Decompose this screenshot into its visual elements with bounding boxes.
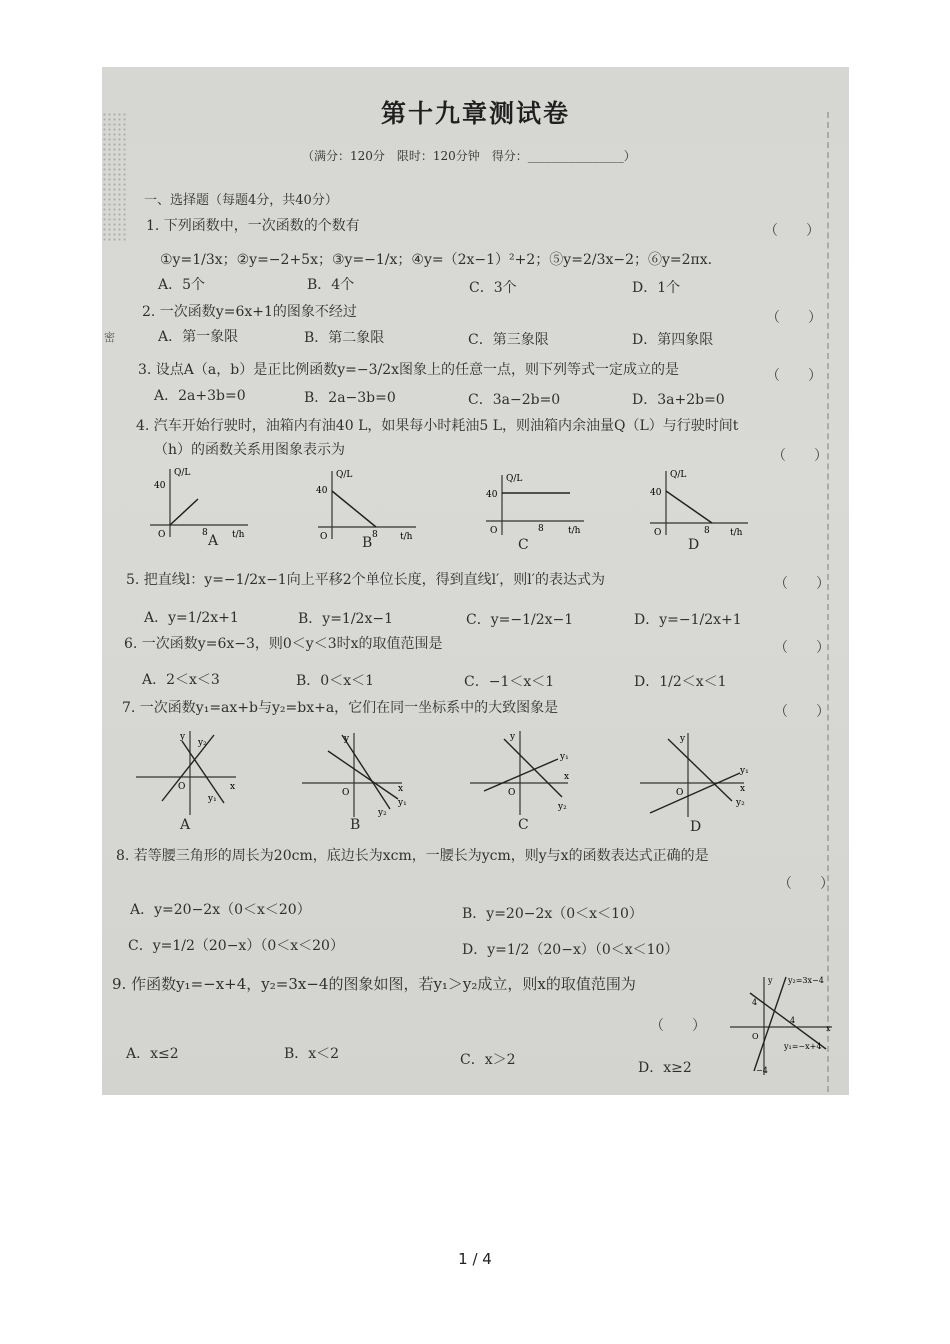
q4-graph-b: [310, 465, 422, 543]
q9-graph: [726, 971, 838, 1077]
q1-option-a: A．5个: [158, 277, 206, 293]
scanned-exam-photo: [102, 67, 849, 1095]
q7-graph-a: [132, 727, 244, 817]
axis-label-t: t/h: [568, 526, 581, 536]
tick-8: 8: [704, 526, 710, 536]
line-label-y1: y₁: [740, 766, 749, 776]
q9-option-c: C．x＞2: [460, 1052, 516, 1068]
q9-option-a: A．x≤2: [126, 1046, 179, 1062]
origin-label: O: [654, 528, 662, 538]
q8-stem: 8. 若等腰三角形的周长为20cm，底边长为xcm，一腰长为ycm，则y与x的函数表达式正确的是: [116, 848, 709, 864]
axis-label-y: y: [768, 976, 773, 985]
line-label-y1: y₁=−x+4: [784, 1042, 822, 1051]
line-label-y2: y₂: [558, 802, 567, 812]
q8-option-d: D．y=1/2（20−x）（0＜x＜10）: [462, 942, 679, 958]
q9-option-d: D．x≥2: [638, 1060, 692, 1076]
origin-label: O: [342, 788, 350, 798]
q7-graph-d: [636, 729, 752, 819]
line-label-y1: y₁: [398, 798, 407, 808]
axis-label-y: y: [180, 732, 186, 742]
q2-option-c: C．第三象限: [468, 332, 549, 348]
q6-option-b: B．0＜x＜1: [296, 673, 374, 689]
tick-40: 40: [154, 481, 166, 491]
axis-label-x: x: [826, 1024, 831, 1033]
q4-graph-a: [142, 463, 254, 541]
q6-option-a: A．2＜x＜3: [142, 672, 220, 688]
q1-functions: ①y=1/3x；②y=−2+5x；③y=−1/x；④y=（2x−1）²+2；⑤y=2/3x−2；⑥y=2πx.: [160, 252, 713, 268]
q3-stem: 3. 设点A（a，b）是正比例函数y=−3/2x图象上的任意一点，则下列等式一定成立的是: [138, 362, 680, 378]
tick-8: 8: [538, 524, 544, 534]
origin-label: O: [178, 782, 186, 792]
answer-paren: （ ）: [778, 876, 834, 892]
q3-option-d: D．3a+2b=0: [632, 392, 725, 408]
line-label-y2: y₂=3x−4: [788, 976, 824, 985]
q1-option-d: D．1个: [632, 280, 681, 296]
axis-label-x: x: [740, 784, 746, 794]
q8-option-b: B．y=20−2x（0＜x＜10）: [462, 906, 643, 922]
answer-paren: （ ）: [766, 368, 822, 384]
axis-label-q: Q/L: [174, 468, 191, 478]
page-indicator: 1 / 4: [458, 1250, 492, 1268]
answer-paren: （ ）: [774, 640, 830, 656]
q3-option-c: C．3a−2b=0: [468, 392, 561, 408]
answer-paren: （ ）: [766, 310, 822, 326]
answer-paren: （ ）: [650, 1018, 706, 1034]
q8-option-a: A．y=20−2x（0＜x＜20）: [130, 902, 311, 918]
q7-caption-a: A: [180, 817, 191, 833]
section-heading: 一、选择题（每题4分，共40分）: [144, 193, 338, 208]
line-label-y2: y₂: [198, 738, 207, 748]
line-label-y1: y₁: [208, 794, 217, 804]
tick-4-x: 4: [790, 1016, 796, 1025]
axis-label-q: Q/L: [336, 470, 353, 480]
q7-caption-d: D: [690, 819, 702, 835]
q7-graph-c: [464, 727, 576, 817]
q2-option-a: A．第一象限: [158, 329, 239, 345]
q4-caption-c: C: [518, 537, 529, 553]
q3-option-b: B．2a−3b=0: [304, 390, 396, 406]
origin-label: O: [158, 530, 166, 540]
q7-caption-c: C: [518, 817, 529, 833]
q7-graph-b: [298, 729, 410, 819]
q8-option-c: C．y=1/2（20−x）（0＜x＜20）: [128, 938, 344, 954]
answer-paren: （ ）: [764, 223, 820, 239]
q6-option-d: D．1/2＜x＜1: [634, 674, 727, 690]
origin-label: O: [320, 532, 328, 542]
q2-option-d: D．第四象限: [632, 332, 714, 348]
answer-paren: （ ）: [774, 576, 830, 592]
q5-option-a: A．y=1/2x+1: [144, 610, 239, 626]
q4-graph-c: [478, 469, 590, 547]
axis-label-x: x: [230, 782, 236, 792]
seal-mark: 密: [104, 331, 115, 344]
q4-caption-b: B: [362, 535, 373, 551]
q1-option-b: B．4个: [307, 277, 355, 293]
tick-40: 40: [316, 486, 328, 496]
axis-label-q: Q/L: [506, 474, 523, 484]
axis-label-q: Q/L: [670, 470, 687, 480]
exam-info: （满分：120分 限时：120分钟 得分：________________）: [302, 149, 636, 163]
axis-label-y: y: [510, 732, 516, 742]
axis-label-x: x: [564, 772, 570, 782]
origin-label: O: [490, 526, 498, 536]
axis-label-t: t/h: [400, 532, 413, 542]
q1-stem: 1. 下列函数中，一次函数的个数有: [146, 218, 360, 234]
q6-option-c: C．−1＜x＜1: [464, 674, 555, 690]
q4-stem-continued: （h）的函数关系用图象表示为: [154, 442, 346, 458]
q9-stem: 9. 作函数y₁=−x+4，y₂=3x−4的图象如图，若y₁＞y₂成立，则x的取值范围为: [112, 975, 636, 993]
axis-label-y: y: [680, 734, 686, 744]
axis-label-t: t/h: [232, 530, 245, 540]
q2-stem: 2. 一次函数y=6x+1的图象不经过: [142, 304, 357, 320]
tick-8: 8: [372, 530, 378, 540]
q5-stem: 5. 把直线l：y=−1/2x−1向上平移2个单位长度，得到直线l′，则l′的表达式为: [126, 572, 605, 588]
origin-label: O: [752, 1032, 759, 1041]
q5-option-d: D．y=−1/2x+1: [634, 612, 742, 628]
origin-label: O: [508, 788, 516, 798]
q5-option-b: B．y=1/2x−1: [298, 611, 393, 627]
cut-line: [827, 112, 829, 1092]
origin-label: O: [676, 788, 684, 798]
tick-minus4: −4: [756, 1066, 768, 1075]
q7-caption-b: B: [350, 817, 361, 833]
tick-40: 40: [486, 490, 498, 500]
axis-label-y: y: [344, 734, 350, 744]
q7-stem: 7. 一次函数y₁=ax+b与y₂=bx+a，它们在同一坐标系中的大致图象是: [122, 700, 559, 716]
tick-8: 8: [202, 528, 208, 538]
page-title: 第十九章测试卷: [380, 99, 570, 128]
q4-caption-a: A: [208, 533, 219, 549]
axis-label-x: x: [398, 784, 404, 794]
q1-option-c: C．3个: [469, 280, 517, 296]
q4-caption-d: D: [688, 537, 700, 553]
line-label-y2: y₂: [736, 798, 745, 808]
q9-option-b: B．x＜2: [284, 1046, 340, 1062]
answer-paren: （ ）: [774, 704, 830, 720]
q4-graph-d: [642, 465, 754, 543]
q4-stem: 4. 汽车开始行驶时，油箱内有油40 L，如果每小时耗油5 L，则油箱内余油量Q（L）与行驶时间t: [136, 418, 739, 434]
q5-option-c: C．y=−1/2x−1: [466, 612, 574, 628]
tick-4-y: 4: [752, 998, 758, 1007]
answer-paren: （ ）: [772, 448, 828, 464]
line-label-y1: y₁: [560, 752, 569, 762]
q3-option-a: A．2a+3b=0: [154, 388, 246, 404]
q2-option-b: B．第二象限: [304, 330, 385, 346]
q6-stem: 6. 一次函数y=6x−3，则0＜y＜3时x的取值范围是: [124, 636, 443, 652]
line-label-y2: y₂: [378, 808, 387, 818]
tick-40: 40: [650, 488, 662, 498]
binding-dots: [102, 112, 126, 242]
axis-label-t: t/h: [730, 528, 743, 538]
